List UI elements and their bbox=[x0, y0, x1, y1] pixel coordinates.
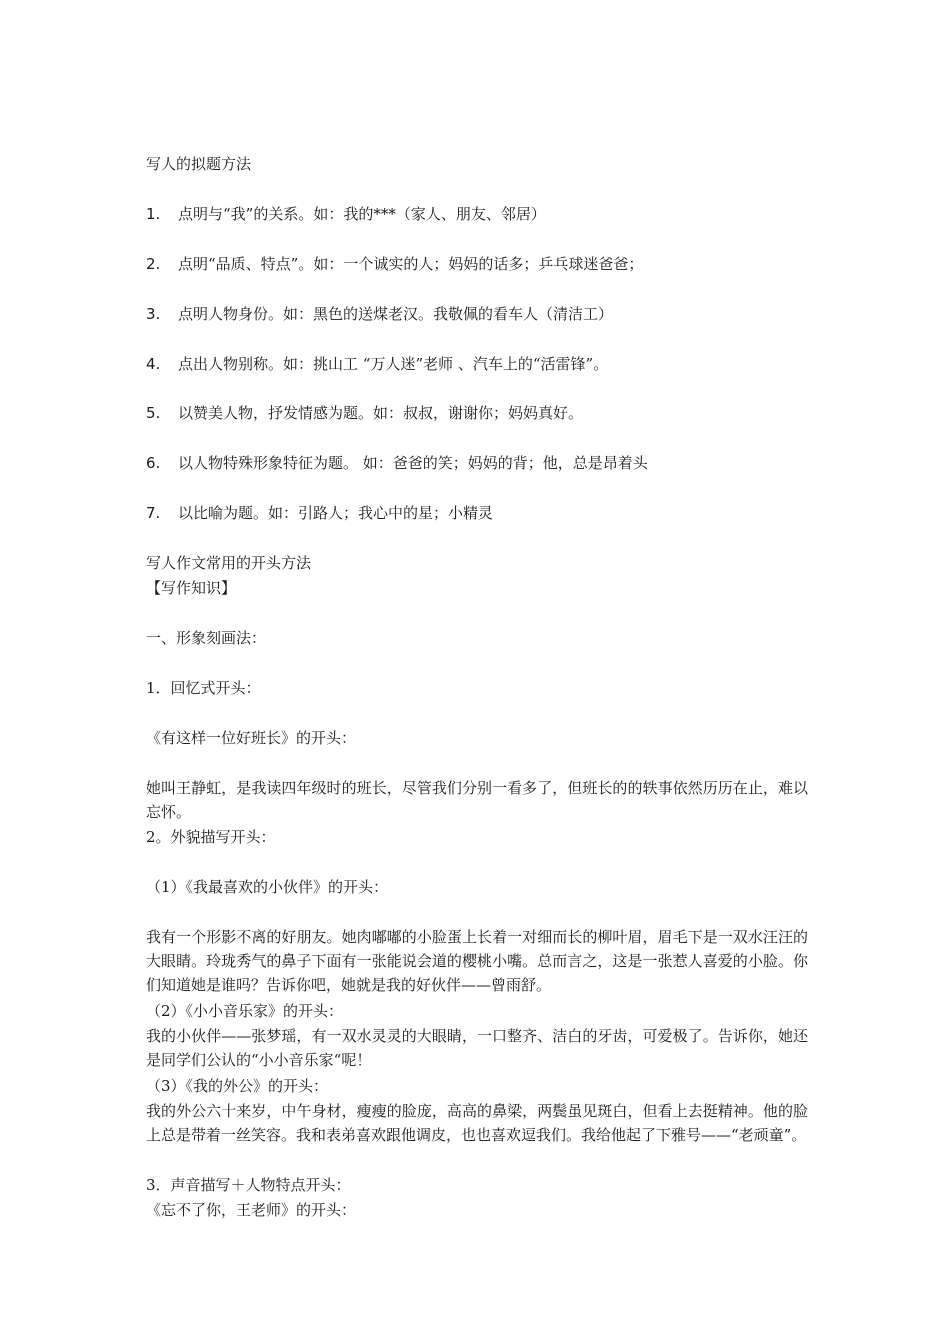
example-3-title: 《忘不了你，王老师》的开头： bbox=[146, 1201, 357, 1219]
method-text: 点明“品质、特点”。如：一个诚实的人；妈妈的话多；乒乓球迷爸爸； bbox=[178, 255, 644, 273]
example-2-2-title: （2）《小小音乐家》的开头： bbox=[146, 1002, 344, 1020]
example-1-text: 她叫王静虹，是我读四年级时的班长，尽管我们分别一看多了，但班长的的轶事依然历历在止，难以忘怀。 bbox=[146, 779, 808, 821]
example-2-3-title: （3）《我的外公》的开头： bbox=[146, 1077, 329, 1095]
example-2-2-text: 我的小伙伴——张梦瑶，有一双水灵灵的大眼睛，一口整齐、洁白的牙齿，可爱极了。告诉你，她还是同学们公认的“小小音乐家“呢！ bbox=[146, 1027, 808, 1069]
method-text: 以人物特殊形象特征为题。 如：爸爸的笑；妈妈的背；他，总是昂着头 bbox=[178, 454, 648, 472]
heading-item-1: 1．回忆式开头： bbox=[146, 679, 261, 697]
example-2-3-text: 我的外公六十来岁，中午身材，瘦瘦的脸庞，高高的鼻梁，两鬓虽见斑白，但看上去挺精神。他的脸上总是带着一丝笑容。我和表弟喜欢跟他调皮，也也喜欢逗我们。我给他起了下雅号——“老顽童”。 bbox=[146, 1102, 808, 1144]
example-2-1-title: （1）《我最喜欢的小伙伴》的开头： bbox=[146, 878, 389, 896]
method-item-7 bbox=[146, 501, 493, 525]
example-1-title: 《有这样一位好班长》的开头： bbox=[146, 729, 357, 747]
method-item-5 bbox=[146, 401, 583, 425]
method-number: 6. bbox=[146, 454, 161, 472]
method-item-4 bbox=[146, 352, 608, 376]
section-title-opening: 写人作文常用的开头方法 bbox=[146, 554, 312, 572]
method-text: 以赞美人物，抒发情感为题。如：叔叔，谢谢你；妈妈真好。 bbox=[178, 404, 584, 422]
method-item-3 bbox=[146, 302, 613, 326]
method-text: 点明人物身份。如：黑色的送煤老汉。我敬佩的看车人（清洁工） bbox=[178, 305, 614, 323]
method-number: 5. bbox=[146, 404, 161, 422]
heading-section-one: 一、形象刻画法： bbox=[146, 629, 267, 647]
example-2-1-text: 我有一个形影不离的好朋友。她肉嘟嘟的小脸蛋上长着一对细而长的柳叶眉，眉毛下是一双水汪汪的大眼睛。玲珑秀气的鼻子下面有一张能说会道的樱桃小嘴。总而言之，这是一张惹人喜爱的小脸。你们知道她是谁吗？告诉你吧，她就是我的好伙伴——曾雨舒。 bbox=[146, 928, 808, 994]
method-item-6 bbox=[146, 451, 648, 475]
method-number: 3. bbox=[146, 305, 161, 323]
method-number: 2. bbox=[146, 255, 161, 273]
method-item-1 bbox=[146, 202, 546, 226]
method-number: 7. bbox=[146, 504, 161, 522]
method-number: 4. bbox=[146, 355, 161, 373]
heading-item-2: 2。外貌描写开头： bbox=[146, 828, 276, 846]
section-title-naming: 写人的拟题方法 bbox=[146, 155, 252, 173]
knowledge-label: 【写作知识】 bbox=[146, 579, 237, 597]
method-number: 1. bbox=[146, 205, 161, 223]
method-text: 点出人物别称。如：挑山工 “万人迷”老师 、汽车上的“活雷锋”。 bbox=[178, 355, 609, 373]
method-text: 以比喻为题。如：引路人；我心中的星；小精灵 bbox=[178, 504, 494, 522]
method-item-2 bbox=[146, 252, 643, 276]
heading-item-3: 3．声音描写＋人物特点开头： bbox=[146, 1176, 351, 1194]
method-text: 点明与“我”的关系。如：我的***（家人、朋友、邻居） bbox=[178, 205, 546, 223]
